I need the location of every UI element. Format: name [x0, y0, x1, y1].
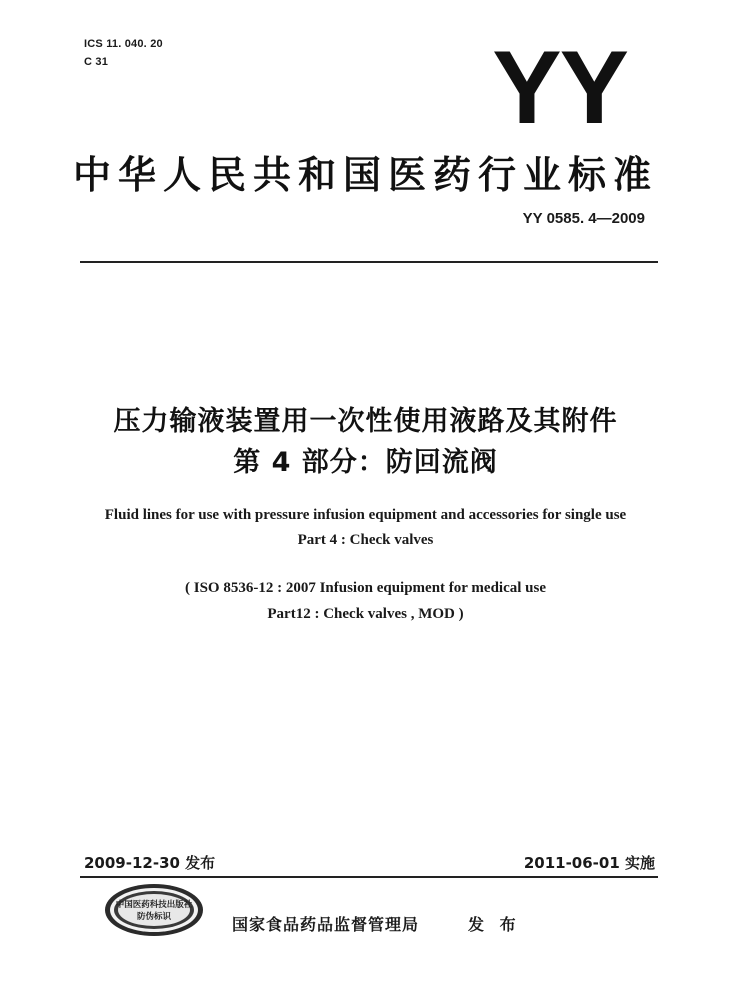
ics-code: ICS 11. 040. 20	[84, 38, 163, 50]
title-chinese-line-2: 第 4 部分：防回流阀	[233, 447, 498, 478]
title-english-line-2: Part 4 : Check valves	[297, 532, 434, 548]
title-english-line-1: Fluid lines for use with pressure infusion equipment and accessories for single use	[104, 507, 627, 523]
implementation-date: 2011-06-01 实施	[523, 854, 655, 872]
ccs-code: C 31	[84, 56, 109, 68]
header-divider	[80, 261, 658, 263]
svg-text:中国医药科技出版社: 中国医药科技出版社	[115, 900, 193, 910]
anti-counterfeit-seal-icon	[103, 882, 205, 938]
iso-reference-line-1: ( ISO 8536-12 : 2007 Infusion equipment for medical use	[185, 580, 546, 596]
yy-logo: YY	[492, 30, 627, 146]
svg-text:防伪标识: 防伪标识	[136, 912, 172, 922]
footer-divider	[80, 876, 658, 878]
iso-reference-line-2: Part12 : Check valves , MOD )	[267, 606, 464, 622]
title-chinese-line-1: 压力输液装置用一次性使用液路及其附件	[113, 406, 618, 437]
publish-label: 发 布	[468, 915, 521, 934]
publisher-name: 国家食品药品监督管理局	[232, 915, 420, 934]
issue-date: 2009-12-30 发布	[84, 854, 216, 872]
standard-number: YY 0585. 4—2009	[522, 210, 645, 227]
standard-category: 中华人民共和国医药行业标准	[72, 153, 658, 197]
